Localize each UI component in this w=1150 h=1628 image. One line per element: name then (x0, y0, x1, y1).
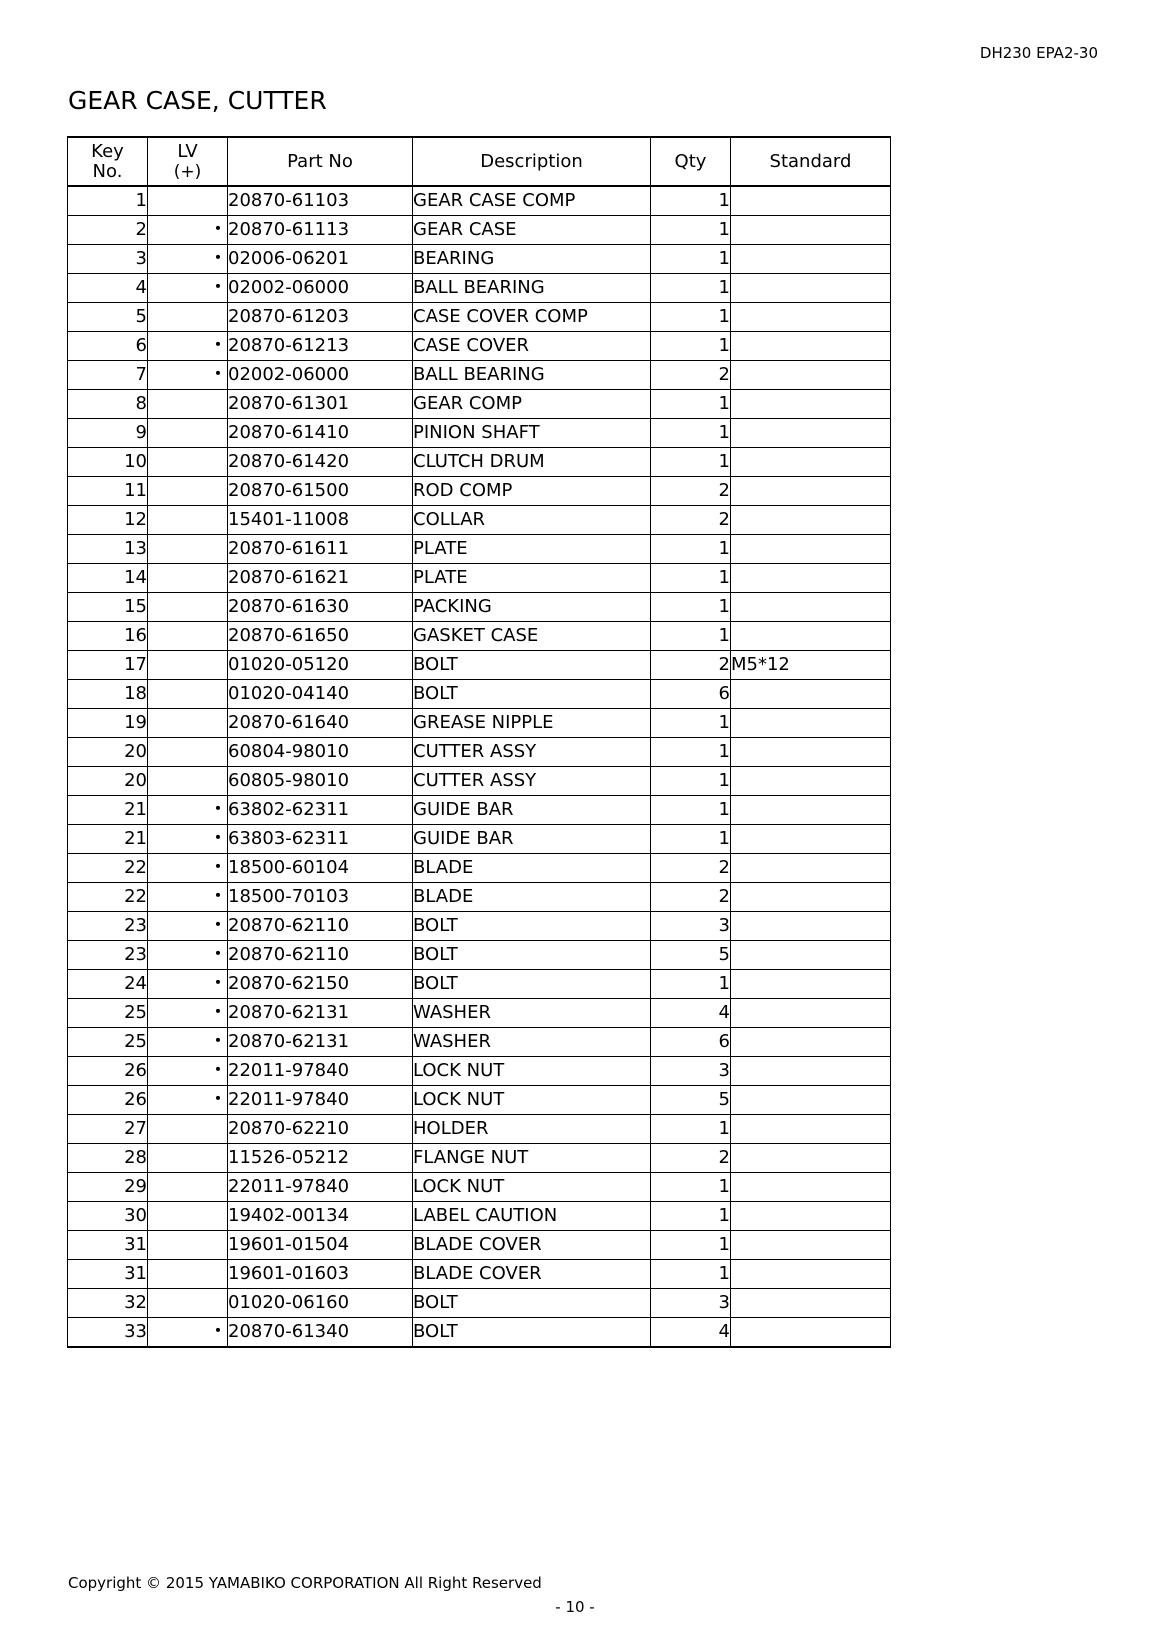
cell-key-no: 9 (68, 419, 148, 448)
cell-key-no: 8 (68, 390, 148, 419)
table-row (68, 1289, 891, 1318)
cell-description: GUIDE BAR (413, 825, 651, 854)
cell-part-no: 20870-61410 (228, 419, 413, 448)
cell-part-no: 63803-62311 (228, 825, 413, 854)
cell-lv (148, 390, 228, 419)
cell-standard (731, 303, 891, 332)
cell-description: WASHER (413, 999, 651, 1028)
cell-description: GEAR CASE COMP (413, 186, 651, 216)
cell-part-no: 20870-61621 (228, 564, 413, 593)
cell-key-no: 1 (68, 186, 148, 216)
cell-part-no: 20870-61650 (228, 622, 413, 651)
cell-standard (731, 1231, 891, 1260)
cell-qty: 2 (651, 883, 731, 912)
cell-description: ROD COMP (413, 477, 651, 506)
cell-standard (731, 1289, 891, 1318)
table-row (68, 912, 891, 941)
header-lv (148, 137, 228, 186)
cell-part-no: 20870-61640 (228, 709, 413, 738)
cell-lv (148, 1115, 228, 1144)
header-standard: Standard (731, 137, 891, 186)
cell-description: HOLDER (413, 1115, 651, 1144)
cell-standard (731, 709, 891, 738)
cell-lv: ・ (148, 970, 228, 999)
cell-qty: 1 (651, 1115, 731, 1144)
table-row (68, 506, 891, 535)
cell-qty: 1 (651, 390, 731, 419)
cell-key-no: 22 (68, 854, 148, 883)
cell-lv (148, 622, 228, 651)
cell-part-no: 20870-61213 (228, 332, 413, 361)
cell-part-no: 20870-61630 (228, 593, 413, 622)
cell-key-no: 18 (68, 680, 148, 709)
table-row (68, 854, 891, 883)
table-row (68, 564, 891, 593)
cell-standard (731, 941, 891, 970)
table-row (68, 738, 891, 767)
cell-qty: 6 (651, 680, 731, 709)
table-row (68, 332, 891, 361)
cell-key-no: 23 (68, 912, 148, 941)
cell-part-no: 20870-61301 (228, 390, 413, 419)
cell-lv: ・ (148, 854, 228, 883)
cell-lv (148, 1173, 228, 1202)
cell-qty: 1 (651, 709, 731, 738)
cell-standard: M5*12 (731, 651, 891, 680)
cell-part-no: 20870-62110 (228, 941, 413, 970)
table-row (68, 593, 891, 622)
header-part-no: Part No (228, 137, 413, 186)
cell-qty: 3 (651, 1057, 731, 1086)
header-lv-line1: LV (177, 140, 198, 162)
cell-description: GEAR CASE (413, 216, 651, 245)
cell-part-no: 22011-97840 (228, 1173, 413, 1202)
cell-description: BLADE COVER (413, 1260, 651, 1289)
cell-qty: 1 (651, 564, 731, 593)
cell-key-no: 29 (68, 1173, 148, 1202)
cell-key-no: 26 (68, 1086, 148, 1115)
table-row (68, 825, 891, 854)
cell-qty: 1 (651, 186, 731, 216)
cell-qty: 1 (651, 1231, 731, 1260)
table-row (68, 1086, 891, 1115)
cell-key-no: 31 (68, 1260, 148, 1289)
table-row (68, 245, 891, 274)
cell-key-no: 20 (68, 738, 148, 767)
cell-part-no: 20870-61203 (228, 303, 413, 332)
cell-lv: ・ (148, 883, 228, 912)
cell-qty: 1 (651, 825, 731, 854)
cell-part-no: 02002-06000 (228, 274, 413, 303)
table-row (68, 767, 891, 796)
cell-description: BOLT (413, 941, 651, 970)
table-row (68, 216, 891, 245)
cell-description: BLADE (413, 854, 651, 883)
cell-standard (731, 999, 891, 1028)
cell-qty: 2 (651, 854, 731, 883)
table-row (68, 941, 891, 970)
cell-description: BLADE (413, 883, 651, 912)
cell-standard (731, 854, 891, 883)
cell-part-no: 20870-61113 (228, 216, 413, 245)
cell-qty: 1 (651, 593, 731, 622)
cell-description: GEAR COMP (413, 390, 651, 419)
cell-lv (148, 1289, 228, 1318)
cell-qty: 1 (651, 1202, 731, 1231)
cell-part-no: 20870-61420 (228, 448, 413, 477)
cell-standard (731, 332, 891, 361)
cell-key-no: 4 (68, 274, 148, 303)
cell-part-no: 20870-62131 (228, 1028, 413, 1057)
cell-lv: ・ (148, 332, 228, 361)
cell-description: BALL BEARING (413, 361, 651, 390)
page-title: GEAR CASE, CUTTER (68, 86, 327, 115)
cell-lv: ・ (148, 999, 228, 1028)
cell-qty: 3 (651, 1289, 731, 1318)
cell-key-no: 16 (68, 622, 148, 651)
cell-standard (731, 1260, 891, 1289)
table-row (68, 622, 891, 651)
table-row (68, 1144, 891, 1173)
table-row (68, 477, 891, 506)
table-row (68, 1318, 891, 1348)
table-row (68, 361, 891, 390)
cell-part-no: 20870-62110 (228, 912, 413, 941)
cell-part-no: 20870-61103 (228, 186, 413, 216)
cell-lv: ・ (148, 1318, 228, 1348)
cell-part-no: 60805-98010 (228, 767, 413, 796)
cell-key-no: 33 (68, 1318, 148, 1348)
cell-lv (148, 419, 228, 448)
cell-part-no: 20870-62150 (228, 970, 413, 999)
cell-qty: 1 (651, 767, 731, 796)
cell-part-no: 20870-61500 (228, 477, 413, 506)
table-row (68, 1202, 891, 1231)
cell-lv (148, 680, 228, 709)
cell-standard (731, 1028, 891, 1057)
cell-qty: 4 (651, 1318, 731, 1348)
header-description: Description (413, 137, 651, 186)
table-row (68, 390, 891, 419)
cell-part-no: 20870-62210 (228, 1115, 413, 1144)
table-row (68, 274, 891, 303)
cell-description: LOCK NUT (413, 1173, 651, 1202)
cell-qty: 2 (651, 361, 731, 390)
cell-standard (731, 535, 891, 564)
cell-description: BOLT (413, 1289, 651, 1318)
cell-key-no: 5 (68, 303, 148, 332)
cell-standard (731, 796, 891, 825)
cell-description: CLUTCH DRUM (413, 448, 651, 477)
table-row (68, 1260, 891, 1289)
cell-standard (731, 186, 891, 216)
cell-description: BOLT (413, 1318, 651, 1348)
cell-lv (148, 738, 228, 767)
cell-part-no: 11526-05212 (228, 1144, 413, 1173)
cell-qty: 1 (651, 796, 731, 825)
cell-description: FLANGE NUT (413, 1144, 651, 1173)
cell-key-no: 13 (68, 535, 148, 564)
cell-qty: 5 (651, 1086, 731, 1115)
cell-part-no: 22011-97840 (228, 1086, 413, 1115)
table-row (68, 1173, 891, 1202)
cell-standard (731, 1318, 891, 1348)
cell-description: PLATE (413, 535, 651, 564)
cell-description: PACKING (413, 593, 651, 622)
cell-description: BOLT (413, 912, 651, 941)
cell-qty: 4 (651, 999, 731, 1028)
cell-standard (731, 1144, 891, 1173)
cell-description: BOLT (413, 680, 651, 709)
header-qty: Qty (651, 137, 731, 186)
cell-qty: 2 (651, 506, 731, 535)
cell-description: BLADE COVER (413, 1231, 651, 1260)
table-row (68, 651, 891, 680)
cell-key-no: 12 (68, 506, 148, 535)
cell-part-no: 20870-61340 (228, 1318, 413, 1348)
cell-qty: 1 (651, 303, 731, 332)
cell-part-no: 18500-70103 (228, 883, 413, 912)
cell-lv (148, 593, 228, 622)
cell-lv (148, 303, 228, 332)
cell-description: GASKET CASE (413, 622, 651, 651)
cell-lv: ・ (148, 216, 228, 245)
table-row (68, 999, 891, 1028)
cell-qty: 1 (651, 419, 731, 448)
cell-lv: ・ (148, 941, 228, 970)
cell-lv: ・ (148, 796, 228, 825)
document-code: DH230 EPA2-30 (979, 44, 1098, 62)
cell-key-no: 20 (68, 767, 148, 796)
table-row (68, 1231, 891, 1260)
cell-key-no: 6 (68, 332, 148, 361)
cell-standard (731, 970, 891, 999)
cell-qty: 2 (651, 1144, 731, 1173)
cell-standard (731, 274, 891, 303)
cell-part-no: 20870-61611 (228, 535, 413, 564)
cell-description: CASE COVER (413, 332, 651, 361)
cell-lv (148, 506, 228, 535)
cell-qty: 1 (651, 970, 731, 999)
table-row (68, 883, 891, 912)
cell-description: CUTTER ASSY (413, 738, 651, 767)
cell-description: WASHER (413, 1028, 651, 1057)
cell-part-no: 22011-97840 (228, 1057, 413, 1086)
cell-qty: 5 (651, 941, 731, 970)
cell-key-no: 24 (68, 970, 148, 999)
cell-description: BALL BEARING (413, 274, 651, 303)
cell-lv: ・ (148, 274, 228, 303)
cell-key-no: 25 (68, 999, 148, 1028)
cell-qty: 2 (651, 651, 731, 680)
cell-part-no: 19601-01504 (228, 1231, 413, 1260)
cell-key-no: 22 (68, 883, 148, 912)
cell-lv: ・ (148, 825, 228, 854)
table-row (68, 303, 891, 332)
cell-key-no: 14 (68, 564, 148, 593)
table-row (68, 419, 891, 448)
cell-lv (148, 448, 228, 477)
table-row (68, 680, 891, 709)
cell-key-no: 28 (68, 1144, 148, 1173)
cell-part-no: 20870-62131 (228, 999, 413, 1028)
cell-standard (731, 883, 891, 912)
cell-key-no: 3 (68, 245, 148, 274)
table-row (68, 1028, 891, 1057)
cell-key-no: 30 (68, 1202, 148, 1231)
header-key-no (68, 137, 148, 186)
table-row (68, 1115, 891, 1144)
table-header-row (68, 137, 891, 186)
cell-lv (148, 1202, 228, 1231)
cell-part-no: 01020-06160 (228, 1289, 413, 1318)
cell-standard (731, 477, 891, 506)
cell-part-no: 01020-04140 (228, 680, 413, 709)
cell-key-no: 32 (68, 1289, 148, 1318)
table-row (68, 796, 891, 825)
cell-key-no: 15 (68, 593, 148, 622)
cell-lv (148, 477, 228, 506)
header-lv-line2: (+) (173, 161, 202, 182)
cell-key-no: 27 (68, 1115, 148, 1144)
cell-qty: 3 (651, 912, 731, 941)
cell-description: CUTTER ASSY (413, 767, 651, 796)
cell-part-no: 19402-00134 (228, 1202, 413, 1231)
cell-description: BOLT (413, 970, 651, 999)
parts-table-body (68, 186, 891, 1347)
cell-description: COLLAR (413, 506, 651, 535)
cell-standard (731, 1202, 891, 1231)
cell-standard (731, 912, 891, 941)
table-row (68, 970, 891, 999)
cell-lv (148, 186, 228, 216)
cell-qty: 2 (651, 477, 731, 506)
cell-standard (731, 506, 891, 535)
cell-standard (731, 622, 891, 651)
cell-qty: 1 (651, 274, 731, 303)
cell-key-no: 17 (68, 651, 148, 680)
cell-qty: 1 (651, 738, 731, 767)
table-row (68, 448, 891, 477)
cell-lv (148, 767, 228, 796)
cell-standard (731, 1115, 891, 1144)
cell-qty: 1 (651, 245, 731, 274)
cell-standard (731, 361, 891, 390)
cell-key-no: 31 (68, 1231, 148, 1260)
cell-part-no: 18500-60104 (228, 854, 413, 883)
cell-lv (148, 1231, 228, 1260)
cell-qty: 6 (651, 1028, 731, 1057)
cell-description: BEARING (413, 245, 651, 274)
cell-description: PINION SHAFT (413, 419, 651, 448)
cell-key-no: 11 (68, 477, 148, 506)
cell-standard (731, 390, 891, 419)
cell-standard (731, 245, 891, 274)
table-row (68, 535, 891, 564)
cell-standard (731, 448, 891, 477)
cell-qty: 1 (651, 622, 731, 651)
cell-qty: 1 (651, 1173, 731, 1202)
cell-part-no: 02002-06000 (228, 361, 413, 390)
parts-table (67, 136, 891, 1348)
cell-part-no: 01020-05120 (228, 651, 413, 680)
table-row (68, 709, 891, 738)
cell-standard (731, 216, 891, 245)
cell-standard (731, 1173, 891, 1202)
header-key-line2: No. (92, 160, 123, 182)
copyright-notice: Copyright © 2015 YAMABIKO CORPORATION All Right Reserved (68, 1574, 542, 1592)
cell-description: BOLT (413, 651, 651, 680)
cell-standard (731, 680, 891, 709)
cell-description: PLATE (413, 564, 651, 593)
cell-standard (731, 1086, 891, 1115)
cell-lv (148, 709, 228, 738)
cell-standard (731, 1057, 891, 1086)
cell-lv: ・ (148, 1057, 228, 1086)
cell-lv (148, 535, 228, 564)
cell-standard (731, 825, 891, 854)
header-key-line1: Key (91, 140, 124, 162)
cell-key-no: 7 (68, 361, 148, 390)
cell-key-no: 23 (68, 941, 148, 970)
cell-qty: 1 (651, 332, 731, 361)
cell-qty: 1 (651, 535, 731, 564)
cell-lv: ・ (148, 912, 228, 941)
cell-standard (731, 593, 891, 622)
table-row (68, 1057, 891, 1086)
cell-description: LOCK NUT (413, 1086, 651, 1115)
cell-lv: ・ (148, 245, 228, 274)
cell-description: GREASE NIPPLE (413, 709, 651, 738)
cell-description: LOCK NUT (413, 1057, 651, 1086)
cell-lv (148, 1260, 228, 1289)
cell-part-no: 15401-11008 (228, 506, 413, 535)
cell-qty: 1 (651, 216, 731, 245)
cell-key-no: 21 (68, 825, 148, 854)
cell-description: CASE COVER COMP (413, 303, 651, 332)
cell-description: GUIDE BAR (413, 796, 651, 825)
cell-lv (148, 1144, 228, 1173)
cell-standard (731, 767, 891, 796)
cell-lv: ・ (148, 1028, 228, 1057)
cell-lv: ・ (148, 1086, 228, 1115)
cell-key-no: 19 (68, 709, 148, 738)
cell-part-no: 02006-06201 (228, 245, 413, 274)
cell-qty: 1 (651, 1260, 731, 1289)
cell-key-no: 10 (68, 448, 148, 477)
cell-key-no: 25 (68, 1028, 148, 1057)
cell-part-no: 60804-98010 (228, 738, 413, 767)
cell-qty: 1 (651, 448, 731, 477)
cell-part-no: 19601-01603 (228, 1260, 413, 1289)
cell-lv: ・ (148, 361, 228, 390)
cell-lv (148, 564, 228, 593)
cell-description: LABEL CAUTION (413, 1202, 651, 1231)
cell-part-no: 63802-62311 (228, 796, 413, 825)
cell-key-no: 26 (68, 1057, 148, 1086)
cell-key-no: 21 (68, 796, 148, 825)
cell-lv (148, 651, 228, 680)
cell-standard (731, 564, 891, 593)
cell-standard (731, 419, 891, 448)
cell-standard (731, 738, 891, 767)
table-row (68, 186, 891, 216)
cell-key-no: 2 (68, 216, 148, 245)
page-number: - 10 - (555, 1598, 595, 1616)
